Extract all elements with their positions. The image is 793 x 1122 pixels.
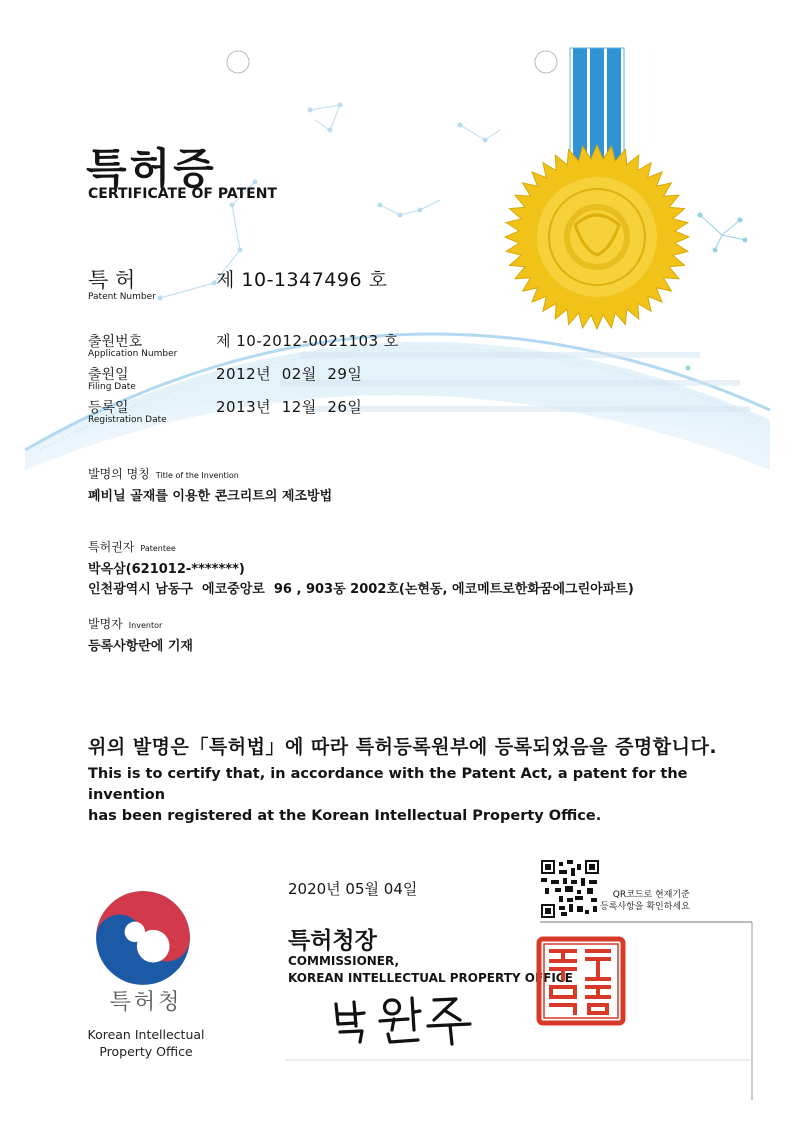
kipo-logo-icon	[92, 887, 194, 989]
invention-label-ko: 발명의 명칭	[88, 467, 150, 481]
commissioner-title-en-line1: COMMISSIONER,	[288, 954, 400, 968]
official-seal	[535, 935, 627, 1027]
inventor-label-en: Inventor	[128, 621, 163, 630]
certification-text-en	[88, 764, 728, 827]
office-name-en-line2: Property Office	[99, 1044, 193, 1059]
signature	[330, 990, 480, 1046]
patentee-name: 박옥삼(621012-*******)	[88, 562, 245, 577]
commissioner-title-en-line2: KOREAN INTELLECTUAL PROPERTY OFFICE	[288, 971, 573, 985]
qr-note-line1: QR코드로 현재기준	[612, 890, 690, 900]
patentee-address: 인천광역시 남동구 에코중앙로 96 , 903동 2002호(논현동, 에코메트로한화꿈에그린아파트)	[88, 582, 634, 597]
certificate-title: 특허증	[86, 144, 217, 193]
invention-label	[88, 465, 239, 482]
inventor-value: 등록사항란에 기재	[88, 639, 193, 654]
filing-date-label: 출원일	[88, 367, 129, 383]
qr-code-icon[interactable]	[541, 860, 599, 918]
certificate-title-en: CERTIFICATE OF PATENT	[88, 186, 277, 202]
patentee-label	[88, 538, 176, 555]
filing-date-label-en: Filing Date	[88, 382, 136, 392]
office-name-en-line1: Korean Intellectual	[87, 1027, 205, 1042]
invention-title: 폐비닐 골재를 이용한 콘크리트의 제조방법	[88, 489, 333, 504]
patent-number-label-en: Patent Number	[88, 292, 156, 302]
application-number-label-en: Application Number	[88, 349, 178, 359]
patentee-label-ko: 특허권자	[88, 540, 135, 554]
certification-text-en-line2: has been registered at the Korean Intellectual Property Office.	[88, 808, 602, 824]
patent-number-label: 특 허	[88, 268, 136, 292]
patentee-label-en: Patentee	[140, 544, 176, 553]
office-name-en	[76, 1026, 216, 1060]
punch-hole-right	[535, 51, 557, 73]
certification-text-en-line1: This is to certify that, in accordance with the Patent Act, a patent for the invention	[88, 766, 688, 803]
qr-note	[600, 889, 690, 913]
commissioner-title-en	[288, 953, 573, 987]
gold-seal	[505, 145, 689, 329]
inventor-label	[88, 615, 162, 632]
filing-date-value: 2012년 02월 29일	[216, 365, 363, 383]
invention-label-en: Title of the Invention	[155, 471, 239, 480]
application-number-value: 제 10-2012-0021103 호	[216, 332, 399, 350]
registration-date-label-en: Registration Date	[88, 415, 167, 425]
application-number-label: 출원번호	[88, 334, 143, 350]
office-name-ko: 특허청	[109, 990, 183, 1015]
commissioner-title: 특허청장	[288, 928, 377, 954]
inventor-label-ko: 발명자	[88, 617, 123, 631]
patent-number-value: 제 10-1347496 호	[216, 269, 388, 291]
registration-date-label: 등록일	[88, 400, 129, 416]
certification-text-ko: 위의 발명은「특허법」에 따라 특허등록원부에 등록되었음을 증명합니다.	[88, 736, 718, 758]
qr-note-line2: 등록사항을 확인하세요	[600, 902, 690, 912]
punch-hole-left	[227, 51, 249, 73]
issue-date: 2020년 05월 04일	[288, 880, 418, 898]
registration-date-value: 2013년 12월 26일	[216, 398, 363, 416]
